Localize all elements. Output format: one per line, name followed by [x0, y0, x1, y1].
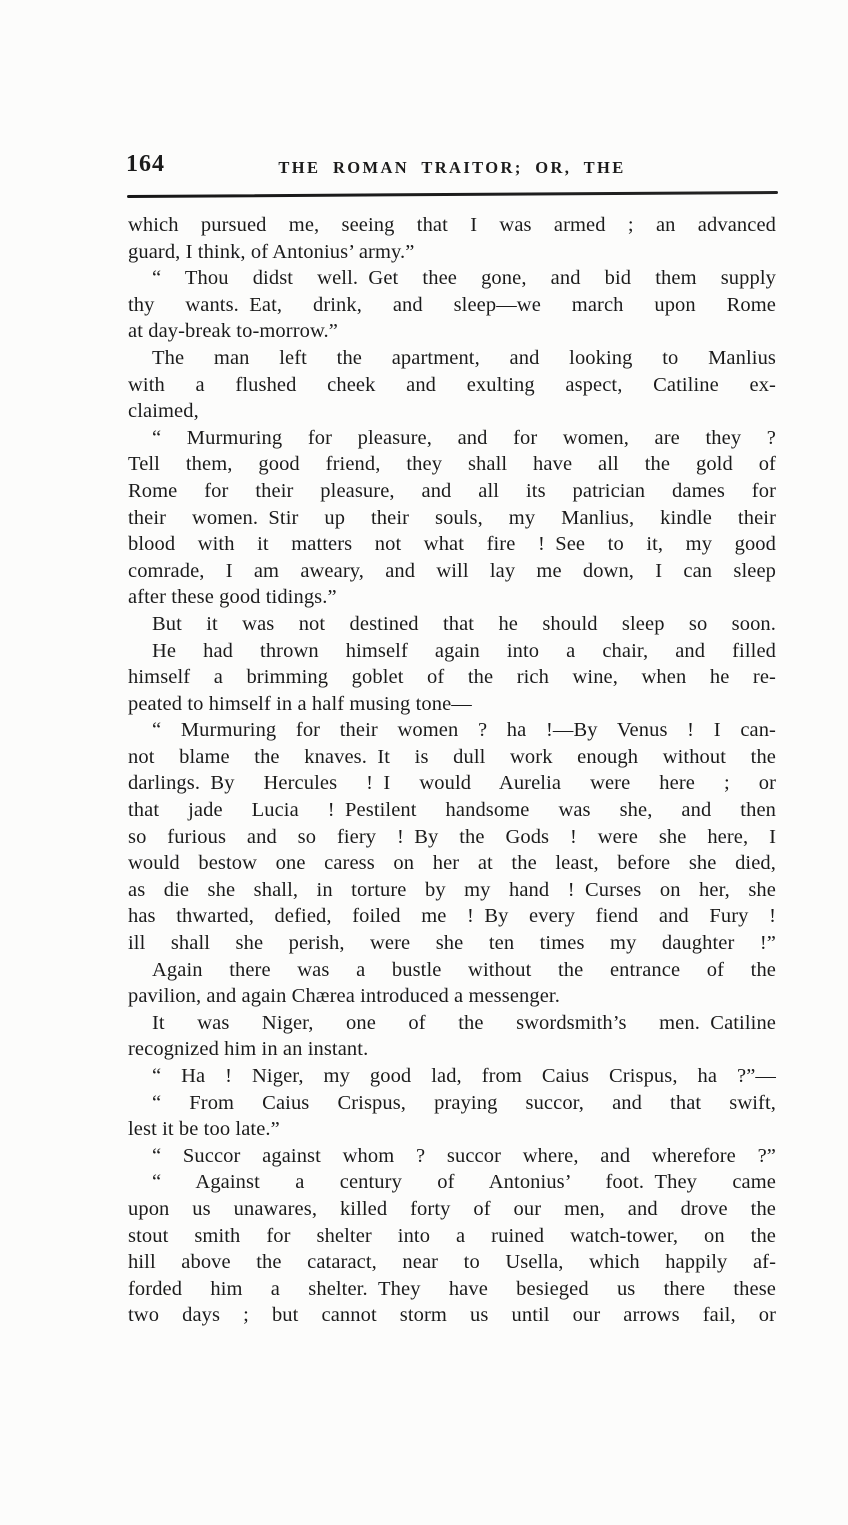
text-line: with a flushed cheek and exulting aspect, Catiline ex-	[128, 373, 776, 396]
text-line: “ Thou didst well. Get thee gone, and bid them supply	[152, 267, 776, 290]
running-title: THE ROMAN TRAITOR; OR, THE	[278, 158, 626, 177]
body-text	[128, 212, 776, 1329]
text-line: “ From Caius Crispus, praying succor, and that swift,	[152, 1091, 776, 1114]
text-line: not blame the knaves. It is dull work enough without the	[128, 745, 776, 768]
text-line: hill above the cataract, near to Usella, which happily af-	[128, 1251, 776, 1274]
text-line: two days ; but cannot storm us until our arrows fail, or	[128, 1304, 776, 1327]
text-line: ill shall she perish, were she ten times my daughter !”	[128, 932, 776, 955]
text-line: upon us unawares, killed forty of our men, and drove the	[128, 1197, 776, 1220]
text-line: “ Against a century of Antonius’ foot. They came	[152, 1171, 776, 1194]
text-line: But it was not destined that he should sleep so soon.	[152, 612, 776, 635]
text-line: He had thrown himself again into a chair, and filled	[152, 639, 776, 662]
text-line: comrade, I am aweary, and will lay me down, I can sleep	[128, 559, 776, 582]
text-line: peated to himself in a half musing tone—	[128, 692, 472, 715]
text-line: would bestow one caress on her at the least, before she died,	[128, 852, 776, 875]
text-line: darlings. By Hercules ! I would Aurelia were here ; or	[128, 772, 776, 795]
text-line: guard, I think, of Antonius’ army.”	[128, 240, 415, 263]
text-line: thy wants. Eat, drink, and sleep—we march upon Rome	[128, 293, 776, 316]
text-line: blood with it matters not what fire ! See to it, my good	[128, 533, 776, 556]
header-rule	[127, 191, 778, 198]
page-number: 164	[126, 151, 165, 177]
text-line: stout smith for shelter into a ruined watch-tower, on the	[128, 1224, 776, 1247]
text-line: lest it be too late.”	[128, 1118, 280, 1141]
text-line: has thwarted, defied, foiled me ! By every fiend and Fury !	[128, 905, 776, 928]
text-line: after these good tidings.”	[128, 586, 337, 609]
text-line: which pursued me, seeing that I was armed ; an advanced	[128, 214, 776, 236]
text-line: It was Niger, one of the swordsmith’s men. Catiline	[152, 1011, 776, 1034]
text-line: The man left the apartment, and looking to Manlius	[152, 346, 776, 369]
text-line: Tell them, good friend, they shall have all the gold of	[128, 453, 776, 476]
text-line: Again there was a bustle without the entrance of the	[152, 958, 776, 981]
text-line: “ Ha ! Niger, my good lad, from Caius Crispus, ha ?”—	[152, 1065, 776, 1087]
text-line: “ Murmuring for pleasure, and for women, are they ?	[152, 426, 776, 449]
text-line: claimed,	[128, 400, 199, 423]
text-line: their women. Stir up their souls, my Manlius, kindle their	[128, 506, 776, 529]
text-line: so furious and so fiery ! By the Gods ! were she here, I	[128, 825, 776, 848]
text-line: pavilion, and again Chærea introduced a messenger.	[128, 985, 560, 1008]
text-line: “ Murmuring for their women ? ha !—By Venus ! I can-	[152, 719, 776, 742]
text-line: Rome for their pleasure, and all its patrician dames for	[128, 479, 776, 502]
text-line: recognized him in an instant.	[128, 1038, 369, 1061]
text-line: himself a brimming goblet of the rich wine, when he re-	[128, 666, 776, 689]
text-line: as die she shall, in torture by my hand ! Curses on her, she	[128, 878, 776, 901]
text-line: “ Succor against whom ? succor where, and wherefore ?”	[152, 1144, 776, 1167]
text-line: forded him a shelter. They have besieged us there these	[128, 1277, 776, 1300]
text-line: at day-break to-morrow.”	[128, 320, 338, 343]
text-line: that jade Lucia ! Pestilent handsome was she, and then	[128, 799, 776, 822]
